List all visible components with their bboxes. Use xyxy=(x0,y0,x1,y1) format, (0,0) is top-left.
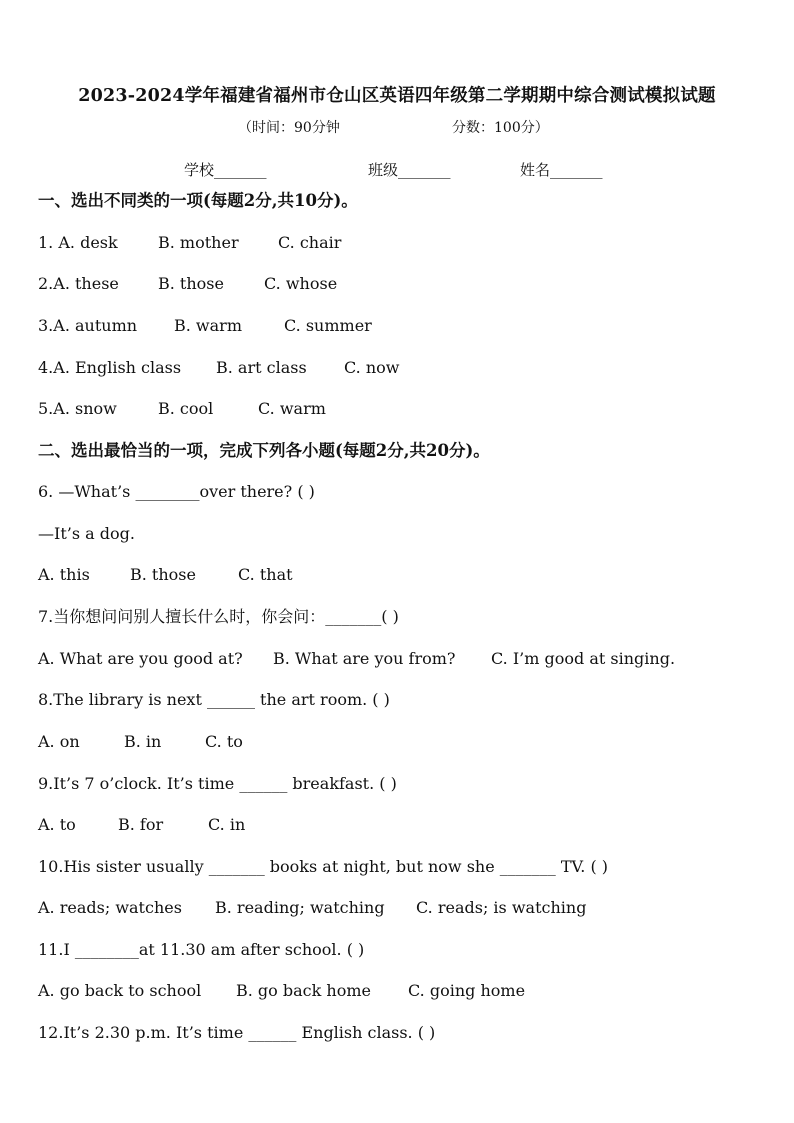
q6-answer-line: —It’s a dog. xyxy=(38,524,135,543)
q11-option-a: A. go back to school xyxy=(38,981,202,1000)
section-1-heading: 一、选出不同类的一项(每题2分,共10分)。 xyxy=(38,191,358,210)
q10-option-b: B. reading; watching xyxy=(215,898,385,917)
q8-stem: 8.The library is next ______ the art room. ( ) xyxy=(38,690,390,709)
q11-option-b: B. go back home xyxy=(236,981,371,1000)
q9-stem: 9.It’s 7 o’clock. It’s time ______ breakfast. ( ) xyxy=(38,774,397,793)
q3-option-a: 3.A. autumn xyxy=(38,316,138,335)
q1-option-b: B. mother xyxy=(158,233,239,252)
q3-option-c: C. summer xyxy=(284,316,372,335)
q1-option-a: 1. A. desk xyxy=(38,233,118,252)
q2-option-c: C. whose xyxy=(264,274,338,293)
q3-option-b: B. warm xyxy=(174,316,242,335)
q9-option-b: B. for xyxy=(118,815,164,834)
q4-option-a: 4.A. English class xyxy=(38,358,182,377)
score-info: 分数：100分） xyxy=(452,120,549,136)
q4-option-c: C. now xyxy=(344,358,400,377)
q5-option-a: 5.A. snow xyxy=(38,399,117,418)
q7-option-b: B. What are you from? xyxy=(273,649,456,668)
q10-stem: 10.His sister usually _______ books at night, but now she _______ TV. ( ) xyxy=(38,857,609,876)
section-2-heading: 二、选出最恰当的一项，完成下列各小题(每题2分,共20分)。 xyxy=(38,441,490,460)
q2-option-a: 2.A. these xyxy=(38,274,119,293)
q10-option-c: C. reads; is watching xyxy=(416,898,587,917)
time-info: （时间：90分钟 xyxy=(238,120,340,136)
q7-option-c: C. I’m good at singing. xyxy=(491,649,676,668)
q8-option-b: B. in xyxy=(124,732,162,751)
q5-option-c: C. warm xyxy=(258,399,326,418)
q4-option-b: B. art class xyxy=(216,358,307,377)
q8-option-a: A. on xyxy=(38,732,80,751)
q11-stem: 11.I ________at 11.30 am after school. ( ) xyxy=(38,940,365,959)
q11-option-c: C. going home xyxy=(408,981,526,1000)
q9-option-a: A. to xyxy=(38,815,76,834)
class-field: 班级_______ xyxy=(368,161,451,179)
q5-option-b: B. cool xyxy=(158,399,214,418)
q7-stem: 7.当你想问问别人擅长什么时，你会问：_______( ) xyxy=(38,607,399,626)
exam-title: 2023-2024学年福建省福州市仓山区英语四年级第二学期期中综合测试模拟试题 xyxy=(78,86,716,106)
q10-option-a: A. reads; watches xyxy=(38,898,182,917)
q6-option-c: C. that xyxy=(238,565,293,584)
q1-option-c: C. chair xyxy=(278,233,342,252)
q12-stem: 12.It’s 2.30 p.m. It’s time ______ English class. ( ) xyxy=(38,1023,436,1042)
school-field: 学校_______ xyxy=(184,161,267,179)
q9-option-c: C. in xyxy=(208,815,246,834)
q8-option-c: C. to xyxy=(205,732,243,751)
q7-option-a: A. What are you good at? xyxy=(38,649,243,668)
q6-option-a: A. this xyxy=(38,565,90,584)
q6-option-b: B. those xyxy=(130,565,196,584)
name-field: 姓名_______ xyxy=(520,161,603,179)
q2-option-b: B. those xyxy=(158,274,224,293)
q6-stem: 6. —What’s ________over there? ( ) xyxy=(38,482,315,501)
